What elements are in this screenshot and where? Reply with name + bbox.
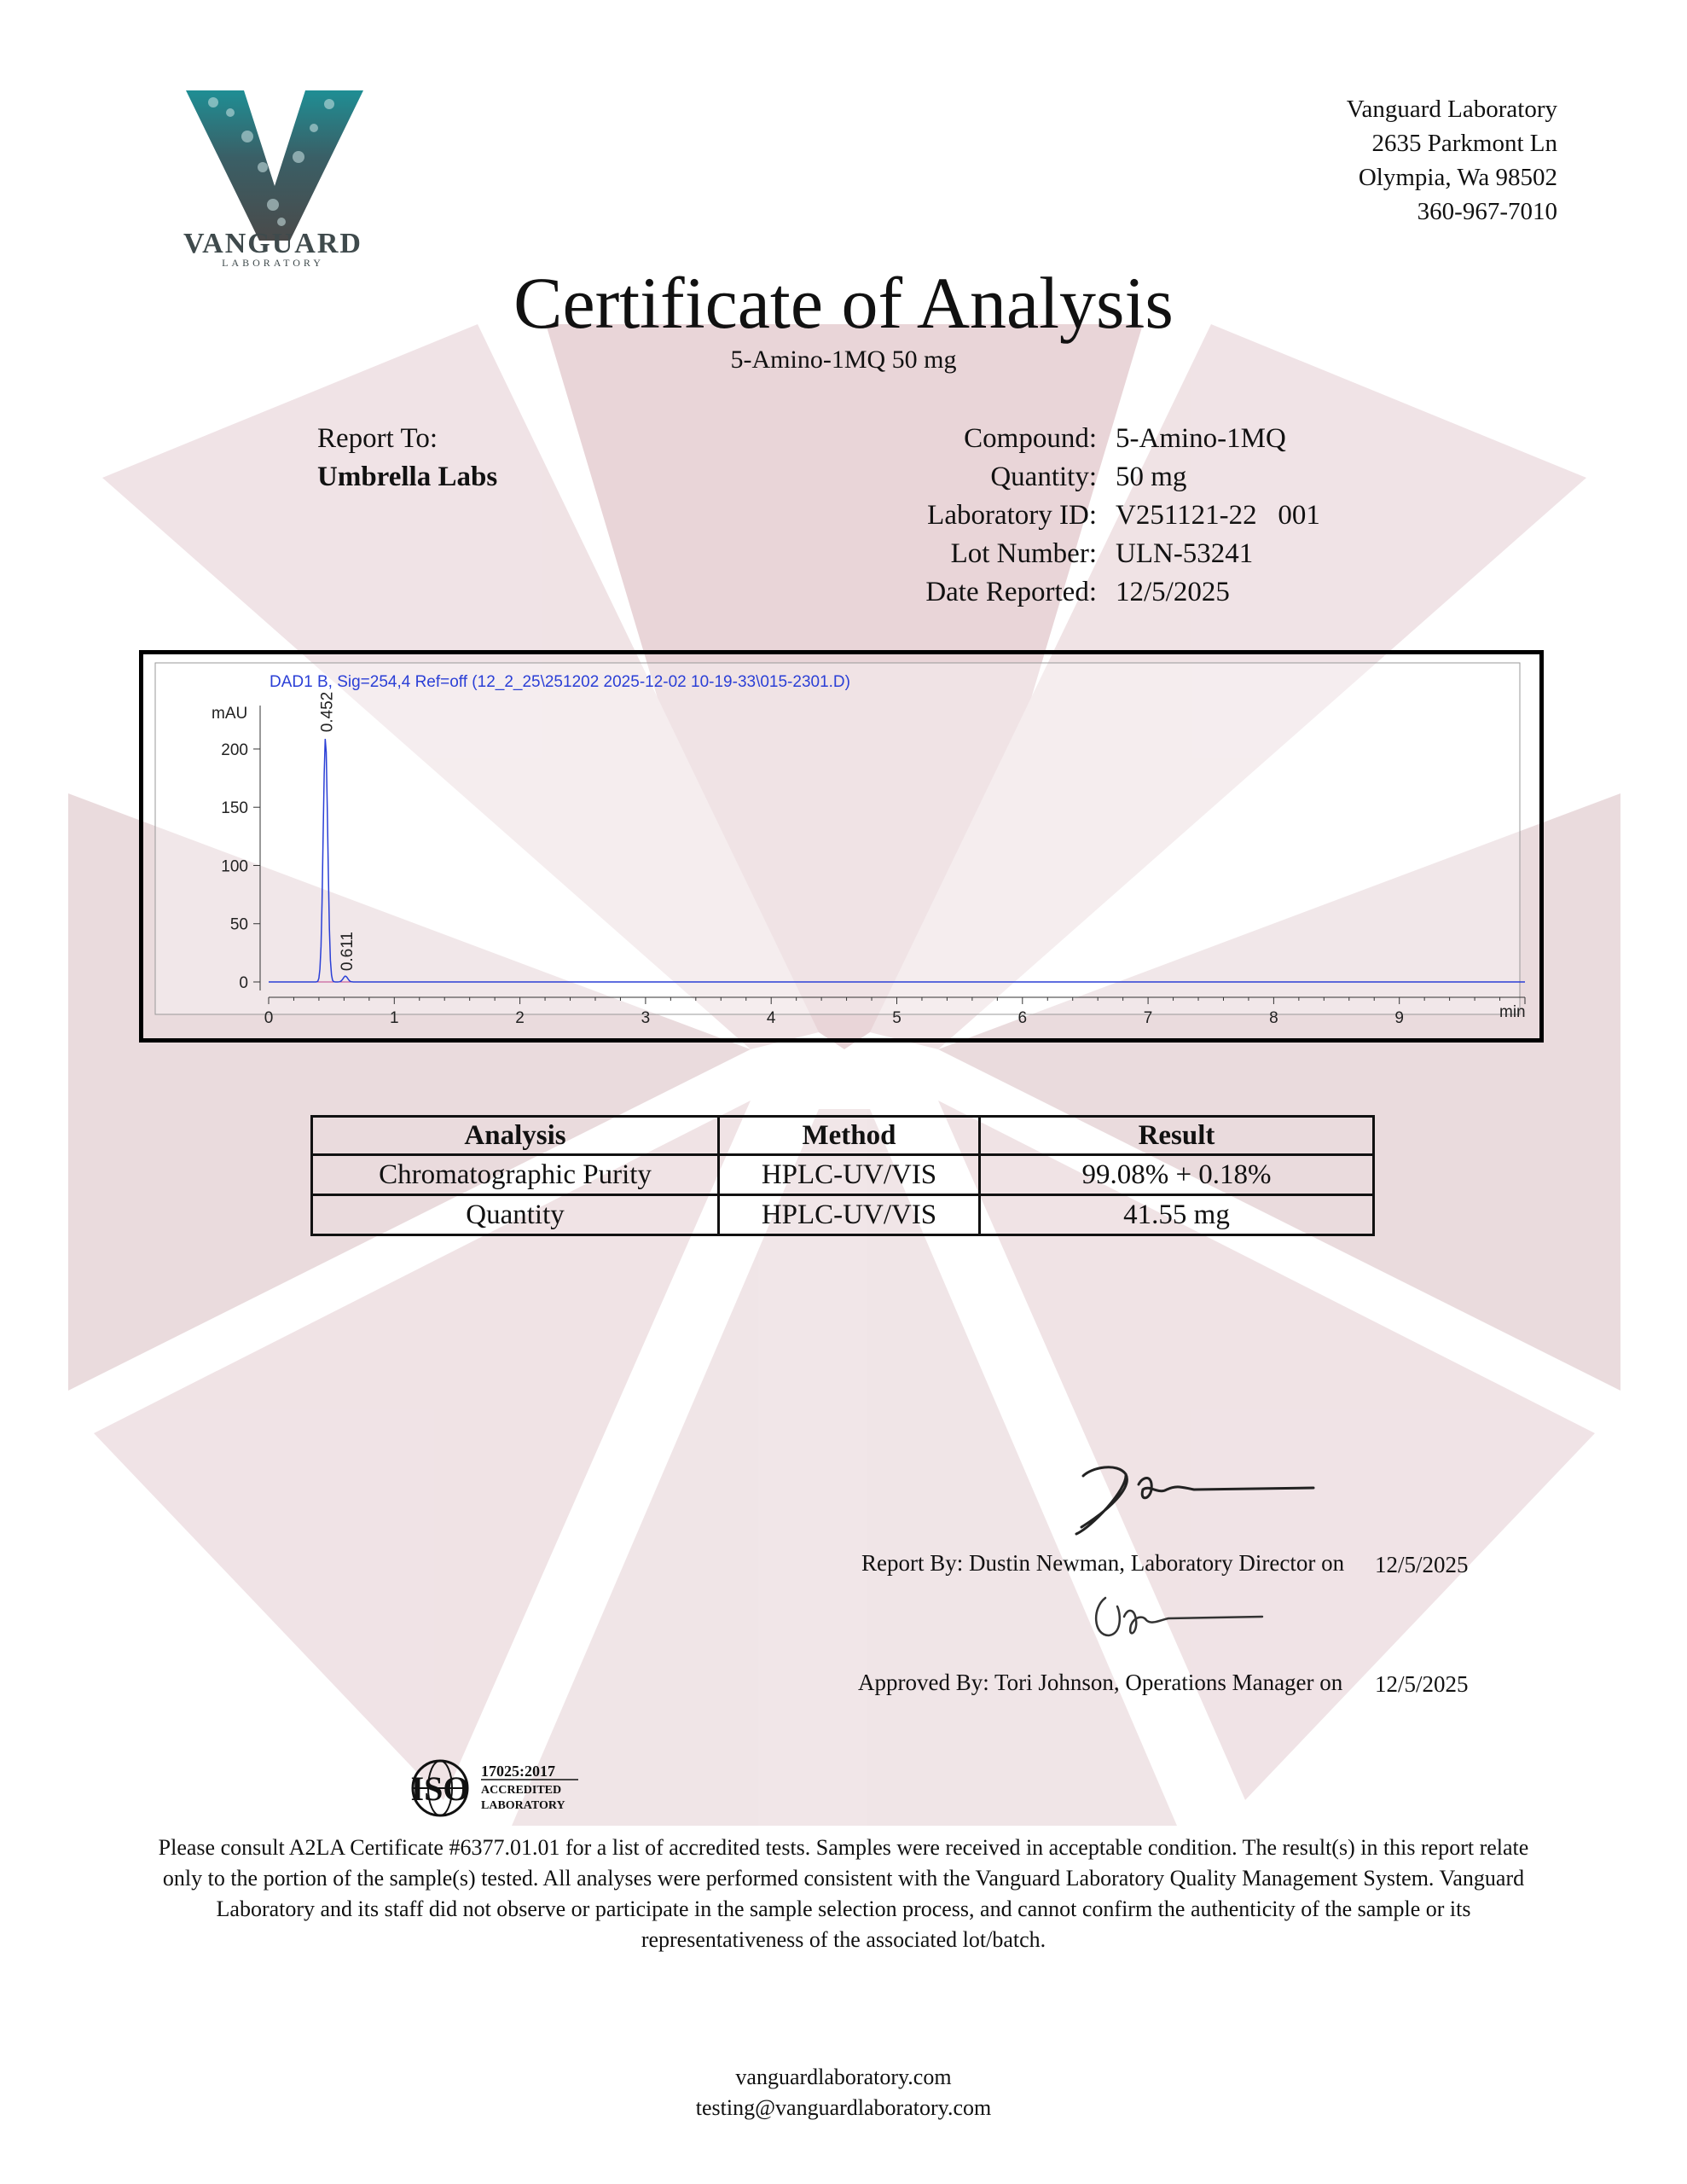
- iso-accreditation-badge: [399, 1757, 604, 1819]
- lab-phone: 360-967-7010: [1417, 198, 1557, 225]
- cell-method: HPLC-UV/VIS: [719, 1155, 980, 1195]
- x-tick-label: 2: [515, 1009, 525, 1027]
- report-by-date: 12/5/2025: [1375, 1552, 1469, 1577]
- cell-method: HPLC-UV/VIS: [719, 1195, 980, 1235]
- iso-laboratory: LABORATORY: [481, 1799, 565, 1812]
- approved-by-text: Approved By: Tori Johnson, Operations Manager on: [858, 1670, 1343, 1695]
- x-tick-label: 4: [766, 1009, 776, 1027]
- page-title: Certificate of Analysis: [513, 262, 1174, 344]
- x-tick-label: 3: [641, 1009, 651, 1027]
- iso-mark: ISO: [410, 1769, 470, 1808]
- lab-name: Vanguard Laboratory: [1346, 96, 1557, 123]
- peak-label: 0.611: [339, 932, 357, 972]
- column-header-method: Method: [719, 1117, 980, 1155]
- x-tick-label: 1: [390, 1009, 399, 1027]
- cell-result: 99.08% + 0.18%: [980, 1155, 1374, 1195]
- disclaimer-text: Please consult A2LA Certificate #6377.01.01 for a list of accredited tests. Samples were received in acceptable condition. The result(s) in this report relate only to the portion of the sample(s) tested. All analyses were performed consistent with the Vanguard Laboratory Quality Management System. Vanguard Laboratory and its staff did not observe or participate in the sample selection process, and cannot confirm the authenticity of the sample or its representativeness of the associated lot/batch.: [158, 1835, 1529, 1952]
- lab-city: Olympia, Wa 98502: [1358, 164, 1557, 191]
- y-tick-label: 100: [221, 857, 248, 876]
- chromatogram-frame: [139, 650, 1544, 1043]
- table-row: [312, 1195, 1374, 1235]
- column-header-result: Result: [980, 1117, 1374, 1155]
- iso-standard: 17025:2017: [481, 1763, 555, 1780]
- peak-label: 0.452: [318, 691, 337, 733]
- iso-accredited: ACCREDITED: [481, 1784, 562, 1797]
- laboratory-id-value: V251121-22 001: [1116, 500, 1320, 531]
- x-tick-label: 8: [1269, 1009, 1278, 1027]
- chart-title: DAD1 B, Sig=254,4 Ref=off (12_2_25\251202 2025-12-02 10-19-33\015-2301.D): [270, 673, 850, 691]
- date-reported-value: 12/5/2025: [1116, 577, 1230, 607]
- compound-value: 5-Amino-1MQ: [1116, 423, 1286, 454]
- chromatogram-chart: [143, 654, 1531, 1030]
- approved-by-date: 12/5/2025: [1375, 1671, 1469, 1697]
- quantity-label: Quantity:: [990, 462, 1097, 492]
- y-tick-label: 200: [221, 741, 248, 759]
- report-to-label: Report To:: [317, 423, 438, 454]
- date-reported-label: Date Reported:: [925, 577, 1097, 607]
- report-by-text: Report By: Dustin Newman, Laboratory Director on: [861, 1550, 1345, 1576]
- lot-number-value: ULN-53241: [1116, 538, 1254, 569]
- cell-analysis: Quantity: [312, 1195, 719, 1235]
- lab-street: 2635 Parkmont Ln: [1371, 130, 1557, 157]
- cell-analysis: Chromatographic Purity: [312, 1155, 719, 1195]
- x-axis-label: min: [1499, 1003, 1526, 1021]
- lot-number-label: Lot Number:: [950, 538, 1097, 569]
- quantity-value: 50 mg: [1116, 462, 1187, 492]
- lab-address: [1347, 92, 1557, 229]
- report-to-value: Umbrella Labs: [317, 462, 498, 492]
- page-subtitle: 5-Amino-1MQ 50 mg: [730, 346, 957, 374]
- vanguard-logo: [162, 85, 384, 269]
- x-tick-label: 6: [1017, 1009, 1028, 1027]
- director-signature: [1058, 1450, 1330, 1544]
- cell-result: 41.55 mg: [980, 1195, 1374, 1235]
- x-tick-label: 9: [1394, 1009, 1404, 1027]
- y-tick-label: 0: [239, 974, 248, 992]
- y-axis-label: mAU: [212, 705, 248, 723]
- footer-website: vanguardlaboratory.com: [735, 2065, 952, 2089]
- x-tick-label: 5: [892, 1009, 901, 1027]
- table-row: [312, 1155, 1374, 1195]
- y-tick-label: 50: [229, 915, 248, 934]
- logo-name: VANGUARD: [183, 228, 362, 259]
- compound-label: Compound:: [964, 423, 1097, 454]
- x-tick-label: 7: [1143, 1009, 1153, 1027]
- laboratory-id-label: Laboratory ID:: [927, 500, 1097, 531]
- logo-sub: LABORATORY: [222, 257, 324, 269]
- manager-signature: [1083, 1583, 1271, 1651]
- table-header-row: [312, 1117, 1374, 1155]
- footer-email: testing@vanguardlaboratory.com: [695, 2095, 992, 2120]
- results-table: [310, 1115, 1375, 1236]
- y-tick-label: 150: [221, 799, 248, 818]
- column-header-analysis: Analysis: [312, 1117, 719, 1155]
- x-tick-label: 0: [264, 1009, 274, 1027]
